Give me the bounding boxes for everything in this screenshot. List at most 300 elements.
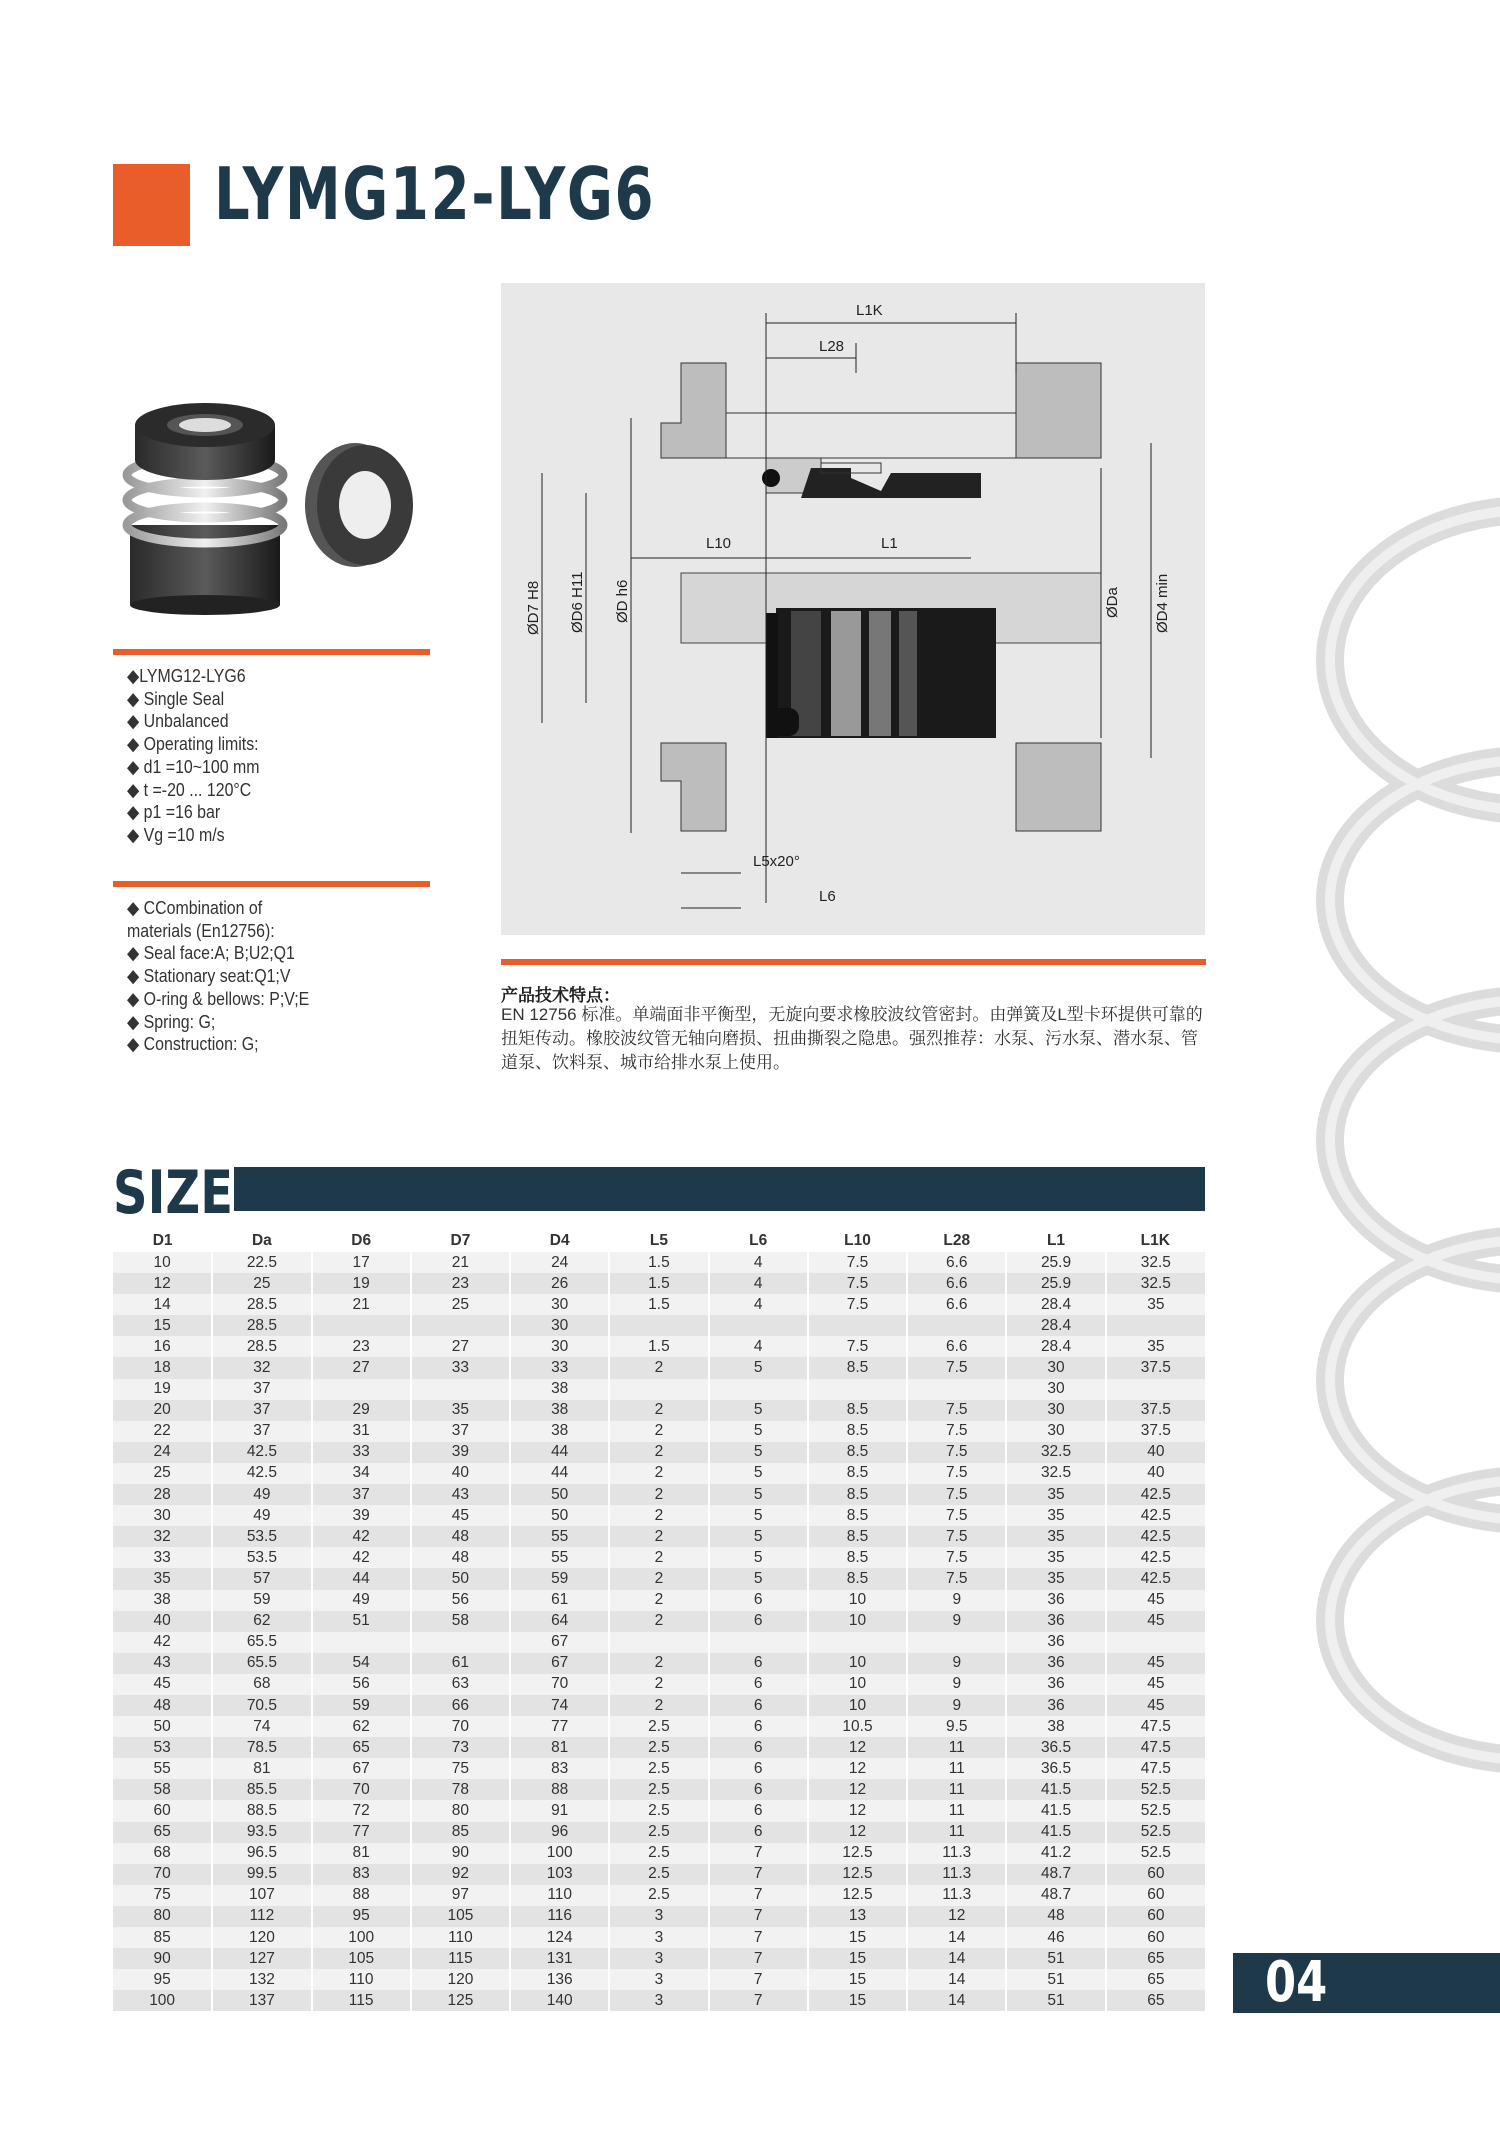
table-cell: 5 <box>709 1357 808 1378</box>
table-cell: 30 <box>113 1505 212 1526</box>
table-cell: 6 <box>709 1779 808 1800</box>
table-cell: 66 <box>411 1695 510 1716</box>
table-cell: 60 <box>1106 1864 1205 1885</box>
table-cell: 7.5 <box>808 1273 907 1294</box>
table-cell: 7.5 <box>808 1336 907 1357</box>
table-row <box>113 1822 1205 1843</box>
table-cell: 37 <box>411 1421 510 1442</box>
table-cell: 39 <box>312 1505 411 1526</box>
table-cell: 15 <box>808 1969 907 1990</box>
table-row <box>113 1357 1205 1378</box>
material-item: materials (En12756): <box>127 919 275 941</box>
table-cell: 6 <box>709 1674 808 1695</box>
table-cell: 7.5 <box>907 1463 1006 1484</box>
table-cell: 65.5 <box>212 1632 311 1653</box>
table-cell: 48 <box>411 1526 510 1547</box>
table-cell: 124 <box>510 1927 609 1948</box>
table-cell: 15 <box>808 1990 907 2011</box>
table-cell <box>609 1379 708 1400</box>
label-l1: L1 <box>881 535 898 552</box>
table-cell: 6 <box>709 1695 808 1716</box>
table-cell: 37.5 <box>1106 1421 1205 1442</box>
table-cell: 3 <box>609 1927 708 1948</box>
table-cell: 67 <box>312 1758 411 1779</box>
table-cell: 1.5 <box>609 1294 708 1315</box>
label-d4: ØD4 min <box>1154 573 1171 633</box>
table-cell: 77 <box>510 1716 609 1737</box>
table-cell: 6.6 <box>907 1336 1006 1357</box>
table-cell: 2 <box>609 1442 708 1463</box>
table-cell: 36.5 <box>1006 1758 1105 1779</box>
table-cell: 50 <box>113 1716 212 1737</box>
table-cell: 59 <box>312 1695 411 1716</box>
table-cell: 34 <box>312 1463 411 1484</box>
table-cell: 42.5 <box>1106 1568 1205 1589</box>
table-cell: 2 <box>609 1568 708 1589</box>
table-cell: 43 <box>113 1653 212 1674</box>
table-cell: 58 <box>411 1611 510 1632</box>
table-cell: 11 <box>907 1779 1006 1800</box>
table-cell: 70 <box>510 1674 609 1695</box>
size-title: SIZE <box>113 1158 234 1228</box>
table-cell: 37.5 <box>1106 1400 1205 1421</box>
table-cell: 7.5 <box>907 1547 1006 1568</box>
table-cell: 32.5 <box>1006 1463 1105 1484</box>
table-cell: 35 <box>411 1400 510 1421</box>
table-cell <box>312 1315 411 1336</box>
table-cell: 4 <box>709 1273 808 1294</box>
table-cell: 18 <box>113 1357 212 1378</box>
table-cell: 25 <box>212 1273 311 1294</box>
table-cell: 30 <box>510 1294 609 1315</box>
table-row <box>113 1336 1205 1357</box>
table-cell: 14 <box>907 1948 1006 1969</box>
table-row <box>113 1442 1205 1463</box>
table-cell <box>411 1379 510 1400</box>
size-table <box>113 1230 1205 2011</box>
table-cell: 35 <box>1006 1526 1105 1547</box>
table-cell: 36 <box>1006 1674 1105 1695</box>
table-cell: 11 <box>907 1822 1006 1843</box>
table-cell: 2.5 <box>609 1716 708 1737</box>
table-cell: 72 <box>312 1800 411 1821</box>
table-cell: 11.3 <box>907 1885 1006 1906</box>
spec-item: ◆ Operating limits: <box>127 733 259 755</box>
table-cell <box>907 1315 1006 1336</box>
table-cell: 48 <box>113 1695 212 1716</box>
table-cell: 85.5 <box>212 1779 311 1800</box>
table-cell: 37 <box>212 1421 311 1442</box>
table-row <box>113 1800 1205 1821</box>
table-cell: 29 <box>312 1400 411 1421</box>
table-cell: 51 <box>1006 1990 1105 2011</box>
table-cell: 7 <box>709 1906 808 1927</box>
table-row <box>113 1990 1205 2011</box>
table-cell: 51 <box>312 1611 411 1632</box>
table-cell: 23 <box>411 1273 510 1294</box>
table-cell: 2 <box>609 1526 708 1547</box>
table-cell: 65 <box>312 1737 411 1758</box>
table-cell: 81 <box>510 1737 609 1758</box>
table-cell: 44 <box>312 1568 411 1589</box>
table-cell: 7 <box>709 1864 808 1885</box>
table-row <box>113 1969 1205 1990</box>
table-row <box>113 1590 1205 1611</box>
table-cell: 75 <box>411 1758 510 1779</box>
table-row <box>113 1779 1205 1800</box>
table-cell: 48.7 <box>1006 1885 1105 1906</box>
table-cell: 95 <box>113 1969 212 1990</box>
table-cell: 31 <box>312 1421 411 1442</box>
table-cell: 140 <box>510 1990 609 2011</box>
table-cell: 81 <box>212 1758 311 1779</box>
table-cell: 12 <box>808 1800 907 1821</box>
table-cell: 14 <box>907 1990 1006 2011</box>
table-cell: 28.5 <box>212 1294 311 1315</box>
table-cell: 42.5 <box>1106 1526 1205 1547</box>
table-cell: 3 <box>609 1969 708 1990</box>
table-cell: 9 <box>907 1674 1006 1695</box>
table-cell: 59 <box>212 1590 311 1611</box>
table-row <box>113 1758 1205 1779</box>
table-cell: 50 <box>510 1505 609 1526</box>
table-cell: 10 <box>808 1695 907 1716</box>
table-cell <box>411 1315 510 1336</box>
size-title-bar <box>234 1167 1205 1211</box>
table-cell: 1.5 <box>609 1336 708 1357</box>
table-cell: 56 <box>312 1674 411 1695</box>
table-cell: 74 <box>212 1716 311 1737</box>
table-cell <box>907 1379 1006 1400</box>
table-cell: 5 <box>709 1463 808 1484</box>
table-row <box>113 1695 1205 1716</box>
table-cell: 47.5 <box>1106 1758 1205 1779</box>
divider-2 <box>113 881 430 887</box>
table-cell: 65 <box>113 1822 212 1843</box>
material-item: ◆ Stationary seat:Q1;V <box>127 965 291 987</box>
table-cell: 120 <box>212 1927 311 1948</box>
table-cell: 40 <box>1106 1442 1205 1463</box>
table-cell: 7.5 <box>907 1400 1006 1421</box>
material-item: ◆ O-ring & bellows: P;V;E <box>127 987 310 1009</box>
column-header: L6 <box>749 1232 768 1249</box>
table-cell: 2 <box>609 1463 708 1484</box>
table-cell: 35 <box>1006 1484 1105 1505</box>
table-row <box>113 1294 1205 1315</box>
table-cell: 32 <box>113 1526 212 1547</box>
table-cell: 2 <box>609 1421 708 1442</box>
table-cell: 7.5 <box>808 1252 907 1273</box>
table-cell: 8.5 <box>808 1357 907 1378</box>
table-cell: 77 <box>312 1822 411 1843</box>
table-cell: 10.5 <box>808 1716 907 1737</box>
product-photo <box>110 385 440 615</box>
table-cell: 42 <box>113 1632 212 1653</box>
table-cell: 137 <box>212 1990 311 2011</box>
table-cell: 7 <box>709 1990 808 2011</box>
table-cell: 8.5 <box>808 1568 907 1589</box>
table-cell: 35 <box>113 1568 212 1589</box>
table-cell: 131 <box>510 1948 609 1969</box>
table-cell: 53.5 <box>212 1526 311 1547</box>
table-cell: 6 <box>709 1758 808 1779</box>
table-cell: 8.5 <box>808 1547 907 1568</box>
table-cell: 30 <box>1006 1400 1105 1421</box>
table-cell: 12 <box>808 1822 907 1843</box>
table-cell: 13 <box>808 1906 907 1927</box>
table-row <box>113 1547 1205 1568</box>
table-cell: 45 <box>1106 1695 1205 1716</box>
table-cell: 90 <box>411 1843 510 1864</box>
table-cell: 8.5 <box>808 1484 907 1505</box>
table-cell: 35 <box>1006 1547 1105 1568</box>
table-cell: 60 <box>1106 1885 1205 1906</box>
table-cell: 28.4 <box>1006 1336 1105 1357</box>
table-cell: 28.5 <box>212 1315 311 1336</box>
table-row <box>113 1885 1205 1906</box>
table-cell: 96.5 <box>212 1843 311 1864</box>
spec-item: ◆ p1 =16 bar <box>127 801 221 823</box>
decorative-spring-graphic <box>1230 420 1500 1920</box>
table-cell: 32 <box>212 1357 311 1378</box>
table-cell: 2 <box>609 1547 708 1568</box>
table-cell: 12 <box>113 1273 212 1294</box>
table-cell: 6 <box>709 1800 808 1821</box>
label-l5: L5x20° <box>753 853 800 870</box>
label-d: ØD h6 <box>614 579 631 623</box>
table-cell: 10 <box>808 1674 907 1695</box>
table-cell: 10 <box>808 1611 907 1632</box>
table-cell <box>808 1379 907 1400</box>
table-cell: 83 <box>510 1758 609 1779</box>
table-cell: 65.5 <box>212 1653 311 1674</box>
table-cell: 46 <box>1006 1927 1105 1948</box>
table-cell: 116 <box>510 1906 609 1927</box>
table-cell: 5 <box>709 1421 808 1442</box>
features-text: EN 12756 标准。单端面非平衡型，无旋向要求橡胶波纹管密封。由弹簧及L型卡环提供可靠的扭矩传动。橡胶波纹管无轴向磨损、扭曲撕裂之隐患。强烈推荐：水泵、污水泵、潜水泵、管道泵、饮料泵、城市给排水泵上使用。 <box>501 1005 1203 1072</box>
table-cell: 2 <box>609 1357 708 1378</box>
table-cell: 24 <box>510 1252 609 1273</box>
table-cell: 105 <box>411 1906 510 1927</box>
table-cell: 85 <box>411 1822 510 1843</box>
table-cell: 11 <box>907 1737 1006 1758</box>
table-row <box>113 1843 1205 1864</box>
table-row <box>113 1463 1205 1484</box>
table-cell: 38 <box>1006 1716 1105 1737</box>
table-cell: 4 <box>709 1336 808 1357</box>
table-cell: 5 <box>709 1442 808 1463</box>
table-cell: 50 <box>411 1568 510 1589</box>
table-cell: 5 <box>709 1547 808 1568</box>
table-cell: 5 <box>709 1484 808 1505</box>
table-cell: 9 <box>907 1611 1006 1632</box>
table-cell: 33 <box>113 1547 212 1568</box>
spec-item: ◆ t =-20 ... 120°C <box>127 778 252 800</box>
table-cell: 100 <box>312 1927 411 1948</box>
page-title: LYMG12-LYG6 <box>214 152 656 236</box>
table-cell: 45 <box>1106 1590 1205 1611</box>
table-cell: 33 <box>312 1442 411 1463</box>
table-cell: 2.5 <box>609 1758 708 1779</box>
table-cell: 75 <box>113 1885 212 1906</box>
table-cell: 80 <box>113 1906 212 1927</box>
table-row <box>113 1948 1205 1969</box>
table-cell: 51 <box>1006 1969 1105 1990</box>
table-row <box>113 1505 1205 1526</box>
table-row <box>113 1400 1205 1421</box>
table-cell: 2 <box>609 1695 708 1716</box>
table-cell: 105 <box>312 1948 411 1969</box>
table-row <box>113 1632 1205 1653</box>
table-cell: 25.9 <box>1006 1252 1105 1273</box>
table-cell: 60 <box>1106 1927 1205 1948</box>
table-cell: 2.5 <box>609 1737 708 1758</box>
table-cell: 7 <box>709 1969 808 1990</box>
table-cell: 6.6 <box>907 1294 1006 1315</box>
table-row <box>113 1484 1205 1505</box>
table-cell: 127 <box>212 1948 311 1969</box>
table-cell: 33 <box>411 1357 510 1378</box>
table-cell: 42 <box>312 1547 411 1568</box>
table-cell: 6 <box>709 1653 808 1674</box>
spec-item: ◆ Vg =10 m/s <box>127 823 225 845</box>
table-cell: 19 <box>312 1273 411 1294</box>
label-l28: L28 <box>819 338 845 355</box>
table-cell: 10 <box>113 1252 212 1273</box>
table-cell: 9 <box>907 1695 1006 1716</box>
table-cell: 88 <box>312 1885 411 1906</box>
table-cell: 35 <box>1106 1336 1205 1357</box>
table-row <box>113 1927 1205 1948</box>
table-cell: 80 <box>411 1800 510 1821</box>
table-cell: 5 <box>709 1526 808 1547</box>
table-cell: 6.6 <box>907 1252 1006 1273</box>
table-cell: 100 <box>510 1843 609 1864</box>
table-cell: 7.5 <box>907 1505 1006 1526</box>
table-cell: 6 <box>709 1611 808 1632</box>
label-l6: L6 <box>819 888 836 905</box>
table-cell: 12.5 <box>808 1843 907 1864</box>
column-header: L1K <box>1140 1232 1170 1249</box>
table-cell: 8.5 <box>808 1400 907 1421</box>
column-header: D1 <box>152 1232 173 1249</box>
size-table-header <box>113 1230 1205 1252</box>
table-cell: 45 <box>411 1505 510 1526</box>
table-cell: 110 <box>510 1885 609 1906</box>
table-cell: 1.5 <box>609 1273 708 1294</box>
table-cell: 7.5 <box>808 1294 907 1315</box>
spec-item: ◆ Single Seal <box>127 687 225 709</box>
material-item: ◆ Construction: G; <box>127 1033 259 1055</box>
table-cell: 2 <box>609 1400 708 1421</box>
table-cell: 70 <box>113 1864 212 1885</box>
table-cell: 11.3 <box>907 1864 1006 1885</box>
table-cell: 43 <box>411 1484 510 1505</box>
table-cell: 65 <box>1106 1969 1205 1990</box>
table-cell: 25 <box>411 1294 510 1315</box>
table-cell: 7 <box>709 1885 808 1906</box>
column-header: D6 <box>351 1232 372 1249</box>
table-cell: 92 <box>411 1864 510 1885</box>
table-cell: 2 <box>609 1505 708 1526</box>
table-cell: 7.5 <box>907 1568 1006 1589</box>
table-cell: 30 <box>1006 1379 1105 1400</box>
table-cell: 2.5 <box>609 1843 708 1864</box>
table-cell: 7 <box>709 1948 808 1969</box>
label-da: ØDa <box>1104 587 1121 618</box>
table-cell: 7.5 <box>907 1484 1006 1505</box>
table-cell: 8.5 <box>808 1505 907 1526</box>
table-cell: 4 <box>709 1252 808 1273</box>
table-cell: 107 <box>212 1885 311 1906</box>
table-cell: 55 <box>113 1758 212 1779</box>
table-cell: 17 <box>312 1252 411 1273</box>
table-cell: 23 <box>312 1336 411 1357</box>
table-cell: 1.5 <box>609 1252 708 1273</box>
table-cell: 21 <box>411 1252 510 1273</box>
table-cell: 14 <box>113 1294 212 1315</box>
table-row <box>113 1864 1205 1885</box>
table-cell: 48 <box>411 1547 510 1568</box>
table-row <box>113 1674 1205 1695</box>
table-cell: 20 <box>113 1400 212 1421</box>
table-cell: 4 <box>709 1294 808 1315</box>
table-cell: 56 <box>411 1590 510 1611</box>
table-cell <box>907 1632 1006 1653</box>
table-cell: 35 <box>1006 1568 1105 1589</box>
table-cell: 51 <box>1006 1948 1105 1969</box>
table-cell: 41.5 <box>1006 1779 1105 1800</box>
table-row <box>113 1737 1205 1758</box>
table-cell: 70.5 <box>212 1695 311 1716</box>
table-cell: 90 <box>113 1948 212 1969</box>
table-cell: 132 <box>212 1969 311 1990</box>
table-cell: 32.5 <box>1106 1252 1205 1273</box>
table-cell: 85 <box>113 1927 212 1948</box>
features-title: 产品技术特点： <box>501 986 620 1005</box>
table-cell: 70 <box>411 1716 510 1737</box>
table-cell <box>609 1315 708 1336</box>
table-cell: 25.9 <box>1006 1273 1105 1294</box>
table-cell: 38 <box>113 1590 212 1611</box>
table-cell: 8.5 <box>808 1526 907 1547</box>
table-cell: 6 <box>709 1590 808 1611</box>
table-cell: 28.5 <box>212 1336 311 1357</box>
table-cell: 41.2 <box>1006 1843 1105 1864</box>
size-table-body <box>113 1252 1205 2011</box>
table-cell: 38 <box>510 1400 609 1421</box>
spec-item: ◆ Unbalanced <box>127 710 229 732</box>
table-cell: 53.5 <box>212 1547 311 1568</box>
table-cell: 74 <box>510 1695 609 1716</box>
table-cell: 5 <box>709 1400 808 1421</box>
table-cell: 91 <box>510 1800 609 1821</box>
table-cell: 2.5 <box>609 1779 708 1800</box>
table-cell: 88.5 <box>212 1800 311 1821</box>
table-cell: 73 <box>411 1737 510 1758</box>
table-cell: 37 <box>312 1484 411 1505</box>
table-cell: 32.5 <box>1106 1273 1205 1294</box>
table-cell: 38 <box>510 1421 609 1442</box>
column-header: L28 <box>943 1232 971 1249</box>
table-cell: 67 <box>510 1653 609 1674</box>
table-cell: 62 <box>312 1716 411 1737</box>
column-header: L5 <box>649 1232 668 1249</box>
table-cell: 15 <box>808 1927 907 1948</box>
column-header: Da <box>251 1232 272 1249</box>
table-cell: 10 <box>808 1653 907 1674</box>
table-cell: 2 <box>609 1653 708 1674</box>
